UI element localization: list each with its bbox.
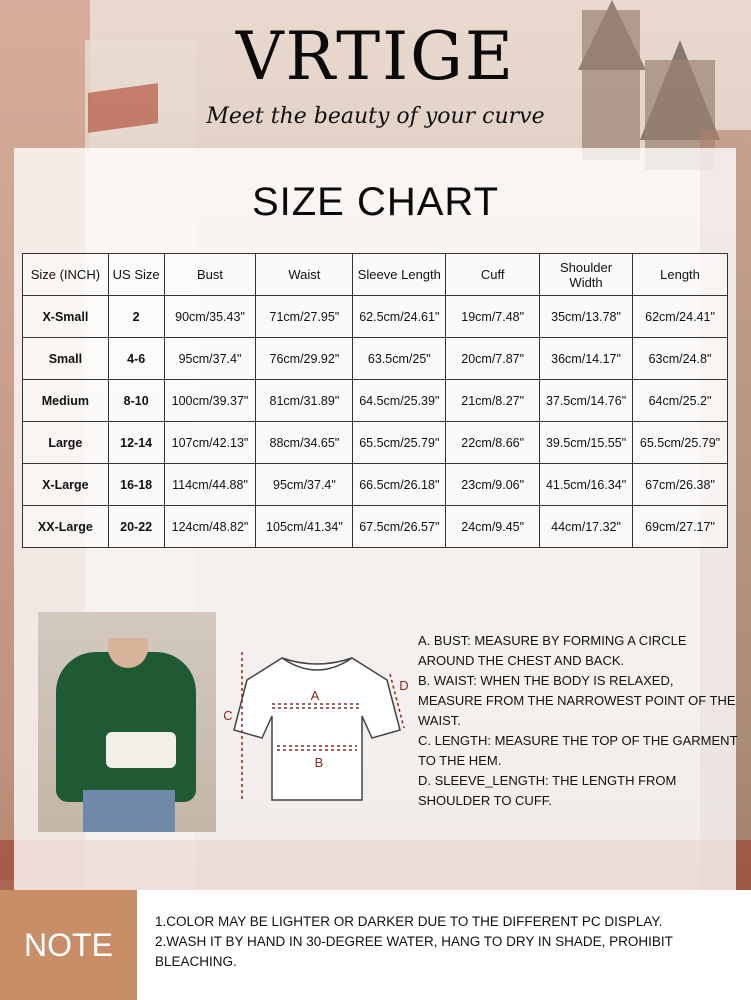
cell-sleeve-length: 63.5cm/25" <box>353 338 446 380</box>
cell-length: 64cm/25.2" <box>633 380 728 422</box>
cell-us-size: 4-6 <box>108 338 164 380</box>
cell-cuff: 24cm/9.45" <box>446 506 540 548</box>
label-c: C <box>223 708 233 723</box>
header-waist: Waist <box>256 254 353 296</box>
measurement-guide <box>418 631 738 811</box>
cell-sleeve-length: 66.5cm/26.18" <box>353 464 446 506</box>
cell-sleeve-length: 67.5cm/26.57" <box>353 506 446 548</box>
cell-cuff: 23cm/9.06" <box>446 464 540 506</box>
note-line-2: 2.WASH IT BY HAND IN 30-DEGREE WATER, HANG TO DRY IN SHADE, PROHIBIT BLEACHING. <box>155 934 673 969</box>
guide-bust: A. BUST: MEASURE BY FORMING A CIRCLE AROUND THE CHEST AND BACK. <box>418 633 687 668</box>
cell-bust: 100cm/39.37" <box>164 380 256 422</box>
tshirt-outline <box>234 658 400 800</box>
tagline: Meet the beauty of your curve <box>206 104 545 129</box>
cell-us-size: 12-14 <box>108 422 164 464</box>
cell-length: 69cm/27.17" <box>633 506 728 548</box>
cell-shoulder-width: 44cm/17.32" <box>540 506 633 548</box>
brand-logo: VRTIGE <box>235 18 516 95</box>
cell-length: 67cm/26.38" <box>633 464 728 506</box>
cell-bust: 95cm/37.4" <box>164 338 256 380</box>
cell-length: 63cm/24.8" <box>633 338 728 380</box>
cell-bust: 107cm/42.13" <box>164 422 256 464</box>
cell-cuff: 19cm/7.48" <box>446 296 540 338</box>
cell-size: X-Large <box>23 464 109 506</box>
note-tag: NOTE <box>0 890 137 1000</box>
table-row <box>23 506 728 548</box>
header-length: Length <box>633 254 728 296</box>
cell-waist: 95cm/37.4" <box>256 464 353 506</box>
cell-length: 62cm/24.41" <box>633 296 728 338</box>
cell-size: X-Small <box>23 296 109 338</box>
guide-length: C. LENGTH: MEASURE THE TOP OF THE GARMENT TO THE HEM. <box>418 733 738 768</box>
cell-us-size: 8-10 <box>108 380 164 422</box>
blouse-shape <box>56 652 196 802</box>
table-row <box>23 338 728 380</box>
cell-shoulder-width: 41.5cm/16.34" <box>540 464 633 506</box>
cell-us-size: 2 <box>108 296 164 338</box>
cell-bust: 114cm/44.88" <box>164 464 256 506</box>
cell-bust: 124cm/48.82" <box>164 506 256 548</box>
label-d: D <box>399 678 409 693</box>
cell-sleeve-length: 65.5cm/25.79" <box>353 422 446 464</box>
table-row <box>23 296 728 338</box>
cell-size: Small <box>23 338 109 380</box>
cell-cuff: 22cm/8.66" <box>446 422 540 464</box>
cell-us-size: 16-18 <box>108 464 164 506</box>
cell-waist: 71cm/27.95" <box>256 296 353 338</box>
page-title: SIZE CHART <box>251 180 500 224</box>
table-row <box>23 422 728 464</box>
cell-bust: 90cm/35.43" <box>164 296 256 338</box>
table-row <box>23 464 728 506</box>
cell-waist: 76cm/29.92" <box>256 338 353 380</box>
note-text <box>155 912 745 972</box>
header-cuff: Cuff <box>446 254 540 296</box>
cell-waist: 81cm/31.89" <box>256 380 353 422</box>
guide-waist: B. WAIST: WHEN THE BODY IS RELAXED, MEASURE FROM THE NARROWEST POINT OF THE WAIST. <box>418 673 736 728</box>
cell-waist: 88cm/34.65" <box>256 422 353 464</box>
cell-sleeve-length: 62.5cm/24.61" <box>353 296 446 338</box>
table-header-row <box>23 254 728 296</box>
cell-us-size: 20-22 <box>108 506 164 548</box>
cell-cuff: 21cm/8.27" <box>446 380 540 422</box>
cell-shoulder-width: 36cm/14.17" <box>540 338 633 380</box>
cell-size: XX-Large <box>23 506 109 548</box>
header-size: Size (INCH) <box>23 254 109 296</box>
clutch-shape <box>106 732 176 768</box>
cell-size: Medium <box>23 380 109 422</box>
header-us-size: US Size <box>108 254 164 296</box>
cell-waist: 105cm/41.34" <box>256 506 353 548</box>
label-b: B <box>314 755 324 770</box>
jeans-shape <box>83 790 175 832</box>
measurement-diagram <box>222 640 412 810</box>
label-a: A <box>310 688 320 703</box>
cell-length: 65.5cm/25.79" <box>633 422 728 464</box>
cell-size: Large <box>23 422 109 464</box>
header-shoulder-width: Shoulder Width <box>540 254 633 296</box>
header-bust: Bust <box>164 254 256 296</box>
note-line-1: 1.COLOR MAY BE LIGHTER OR DARKER DUE TO THE DIFFERENT PC DISPLAY. <box>155 914 663 929</box>
cell-sleeve-length: 64.5cm/25.39" <box>353 380 446 422</box>
cell-shoulder-width: 35cm/13.78" <box>540 296 633 338</box>
product-photo <box>38 612 216 832</box>
cell-cuff: 20cm/7.87" <box>446 338 540 380</box>
header-sleeve-length: Sleeve Length <box>353 254 446 296</box>
guide-sleeve: D. SLEEVE_LENGTH: THE LENGTH FROM SHOULDER TO CUFF. <box>418 773 677 808</box>
size-table <box>22 253 728 548</box>
table-row <box>23 380 728 422</box>
cell-shoulder-width: 39.5cm/15.55" <box>540 422 633 464</box>
cell-shoulder-width: 37.5cm/14.76" <box>540 380 633 422</box>
